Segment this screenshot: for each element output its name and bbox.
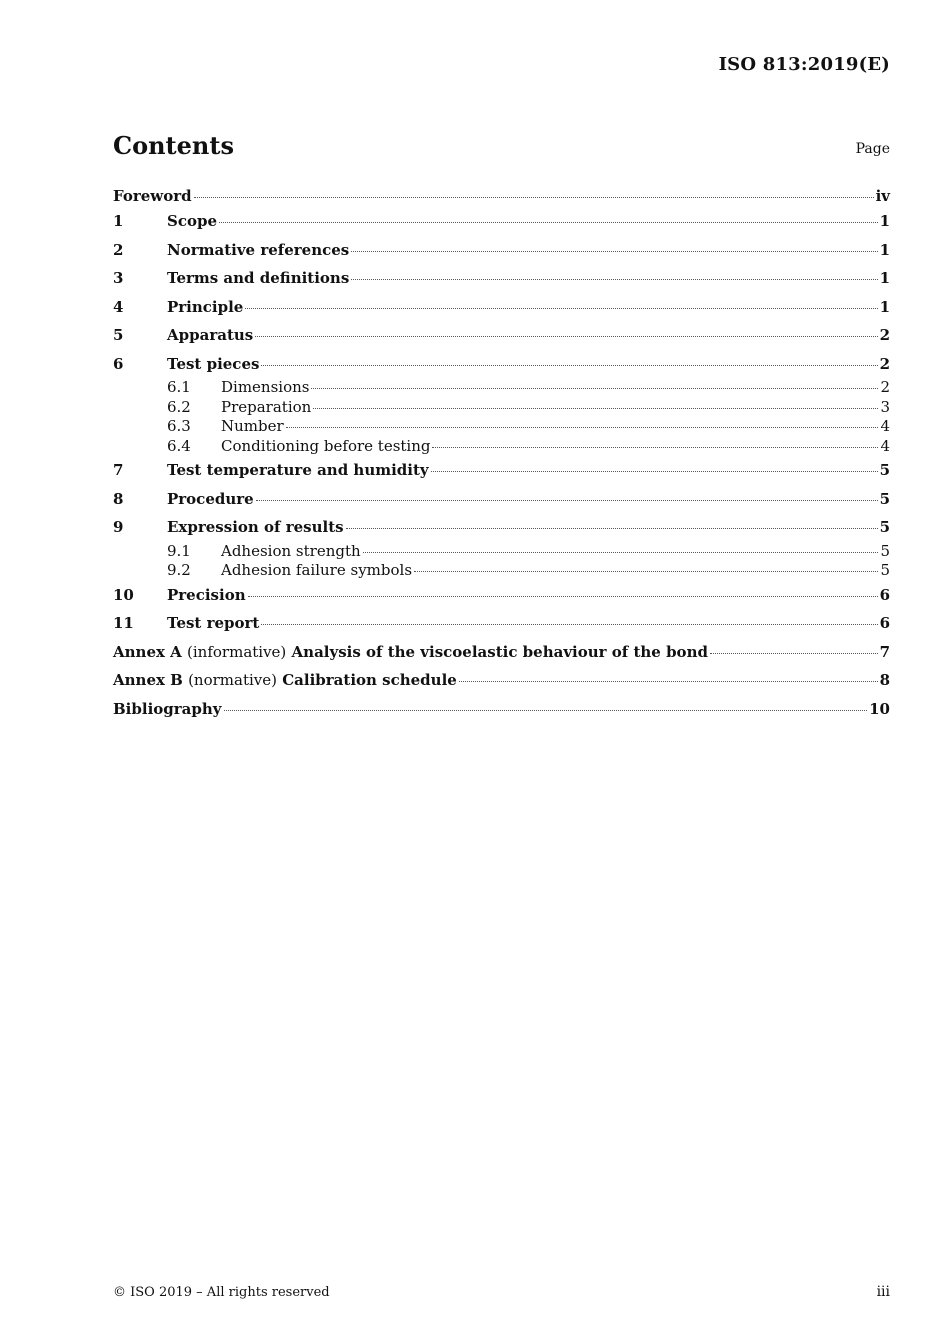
toc-entry-clause-1[interactable] — [113, 207, 890, 236]
toc-title: Number — [221, 417, 284, 435]
toc-entry-annex-b[interactable] — [113, 666, 890, 695]
toc-number: 6.1 — [167, 378, 191, 396]
toc-page: 2 — [880, 378, 890, 396]
toc-page: 5 — [880, 541, 890, 560]
toc-entry-clause-7[interactable] — [113, 456, 890, 485]
toc-page: 4 — [880, 436, 890, 455]
toc-entry-clause-11[interactable] — [113, 609, 890, 638]
dot-leader — [459, 681, 878, 682]
toc-page: iv — [875, 187, 890, 205]
toc-entry-clause-8[interactable] — [113, 485, 890, 514]
toc-page: 1 — [879, 269, 890, 287]
toc-title — [113, 638, 708, 667]
toc-entry-subclause-6-3[interactable] — [113, 417, 890, 437]
toc-number: 9 — [113, 518, 124, 536]
toc-number: 10 — [113, 585, 134, 604]
copyright-notice: © ISO 2019 – All rights reserved — [113, 1285, 330, 1300]
toc-page: 3 — [880, 397, 890, 416]
toc-title: Expression of results — [167, 518, 344, 536]
annex-type: (informative) — [187, 642, 287, 661]
toc-page: 7 — [879, 642, 890, 661]
dot-leader — [261, 365, 877, 366]
toc-title: Precision — [167, 585, 246, 604]
toc-entry-clause-4[interactable] — [113, 293, 890, 322]
dot-leader — [256, 500, 878, 501]
contents-heading: Contents — [113, 131, 234, 160]
toc-title: Test report — [167, 614, 260, 632]
toc-title: Test temperature and humidity — [167, 461, 429, 479]
document-id: ISO 813:2019(E) — [718, 54, 890, 75]
toc-entry-subclause-6-2[interactable] — [113, 398, 890, 418]
toc-page: 2 — [879, 326, 890, 344]
toc-entry-clause-5[interactable] — [113, 321, 890, 350]
annex-title: Analysis of the viscoelastic behaviour of the bond — [291, 642, 708, 661]
toc-number: 6.4 — [167, 436, 191, 455]
dot-leader — [224, 710, 868, 711]
dot-leader — [286, 427, 879, 428]
toc-number: 2 — [113, 240, 124, 259]
toc-title: Adhesion failure symbols — [221, 561, 413, 579]
dot-leader — [351, 279, 877, 280]
toc-page: 1 — [879, 212, 890, 230]
toc-title: Adhesion strength — [221, 541, 361, 560]
toc-number: 1 — [113, 212, 124, 230]
dot-leader — [248, 596, 878, 597]
toc-entry-clause-9[interactable] — [113, 513, 890, 542]
toc-page: 5 — [880, 561, 890, 579]
dot-leader — [261, 624, 877, 625]
toc-title: Apparatus — [167, 326, 254, 344]
toc-number: 11 — [113, 614, 134, 632]
toc-number: 8 — [113, 489, 124, 508]
toc-title: Test pieces — [167, 354, 260, 373]
toc-page: 4 — [880, 417, 890, 435]
toc-title — [113, 666, 457, 695]
toc-entry-clause-10[interactable] — [113, 581, 890, 610]
toc-number: 9.1 — [167, 541, 191, 560]
dot-leader — [194, 197, 874, 198]
toc-number: 7 — [113, 461, 124, 479]
dot-leader — [245, 308, 877, 309]
toc-entry-clause-3[interactable] — [113, 264, 890, 293]
annex-label: Annex B — [113, 671, 183, 689]
toc-title: Dimensions — [221, 378, 310, 396]
dot-leader — [346, 528, 878, 529]
dot-leader — [313, 408, 878, 409]
toc-page: 2 — [879, 354, 890, 373]
toc-number: 6.2 — [167, 397, 191, 416]
dot-leader — [431, 471, 878, 472]
toc-title: Conditioning before testing — [221, 436, 431, 455]
toc-number: 9.2 — [167, 561, 191, 579]
dot-leader — [363, 552, 879, 553]
dot-leader — [219, 222, 878, 223]
toc-page: 6 — [879, 614, 890, 632]
dot-leader — [710, 653, 878, 654]
toc-title: Terms and definitions — [167, 269, 350, 287]
toc-title: Procedure — [167, 489, 254, 508]
toc-entry-foreword[interactable] — [113, 185, 890, 207]
toc-entry-subclause-9-2[interactable] — [113, 561, 890, 581]
toc-page: 10 — [869, 699, 890, 718]
toc-number: 4 — [113, 297, 124, 316]
toc-title: Foreword — [113, 187, 192, 205]
toc-title: Preparation — [221, 397, 312, 416]
toc-title: Normative references — [167, 240, 350, 259]
page-column-label: Page — [855, 141, 890, 157]
toc-number: 6.3 — [167, 417, 191, 435]
toc-page: 5 — [879, 518, 890, 536]
toc-entry-subclause-6-1[interactable] — [113, 378, 890, 398]
toc-title: Scope — [167, 212, 218, 230]
toc-entry-annex-a[interactable] — [113, 638, 890, 667]
toc-title: Bibliography — [113, 699, 222, 718]
toc-entry-subclause-6-4[interactable] — [113, 437, 890, 457]
annex-label: Annex A — [113, 642, 182, 661]
annex-title: Calibration schedule — [282, 671, 457, 689]
page-number: iii — [876, 1284, 890, 1300]
dot-leader — [432, 447, 878, 448]
toc-entry-clause-2[interactable] — [113, 236, 890, 265]
toc-title: Principle — [167, 297, 244, 316]
toc-number: 6 — [113, 354, 124, 373]
dot-leader — [255, 336, 877, 337]
dot-leader — [351, 251, 877, 252]
toc-page: 5 — [879, 489, 890, 508]
toc-entry-bibliography[interactable] — [113, 695, 890, 724]
toc-number: 3 — [113, 269, 124, 287]
toc-page: 6 — [879, 585, 890, 604]
toc-entry-clause-6[interactable] — [113, 350, 890, 379]
dot-leader — [311, 388, 878, 389]
toc-page: 1 — [879, 240, 890, 259]
annex-type: (normative) — [188, 671, 277, 689]
toc-page: 8 — [879, 671, 890, 689]
table-of-contents — [113, 185, 890, 723]
dot-leader — [414, 571, 878, 572]
toc-entry-subclause-9-1[interactable] — [113, 542, 890, 562]
toc-page: 1 — [879, 297, 890, 316]
toc-page: 5 — [879, 461, 890, 479]
toc-number: 5 — [113, 326, 124, 344]
